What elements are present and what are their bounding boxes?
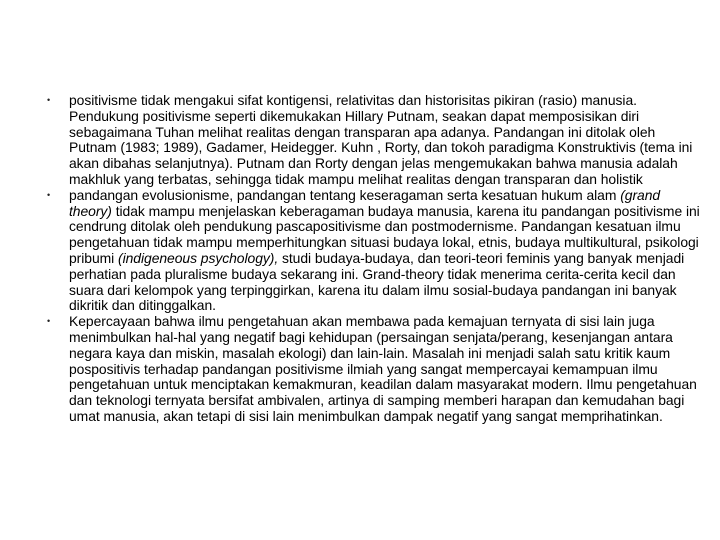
bullet-text-segment: pandangan evolusionisme, pandangan tentang keseragaman serta kesatuan hukum alam [69,186,621,203]
list-item [28,93,712,188]
bullet-icon: • [46,316,51,327]
bullet-text-segment: studi budaya-budaya, dan teori-teori feminis yang banyak menjadi perhatian pada pluralisme budaya sekarang ini. Grand-theory tidak menerima cerita-cerita kecil dan suara dari kelompok yang terpinggirkan, karena itu dalam ilmu sosial-budaya pandangan ini banyak dikritik dan ditinggalkan. [69,249,685,314]
bullet-text: positivisme tidak mengakui sifat kontigensi, relativitas dan historisitas pikiran (rasio) manusia. Pendukung positivisme seperti dikemukakan Hillary Putnam, seakan dapat memposisikan diri sebagaimana Tuhan melihat realitas dengan transparan apa adanya. Pandangan ini ditolak oleh Putnam (1983; 1989), Gadamer, Heidegger. Kuhn , Rorty, dan tokoh paradigma Konstruktivis (tema ini akan dibahas selanjutnya). Putnam dan Rorty dengan jelas mengemukakan bahwa manusia adalah makhluk yang terbatas, sehingga tidak mampu melihat realitas dengan transparan dan holistik [69,92,693,187]
bullet-text-segment: tidak mampu menjelaskan keberagaman budaya manusia, karena itu pandangan positivisme ini cendrung ditolak oleh pendukung pascapositivisme dan postmodernisme. Pandangan kesatuan ilmu pengetahuan tidak mampu memperhitungkan situasi budaya lokal, etnis, budaya multikultural, psikologi pribumi [69,202,700,266]
bullet-icon: • [46,189,51,200]
bullet-text [69,188,712,314]
list-item [28,314,712,425]
list-item [28,188,712,314]
bullet-italic-term: (indigeneous psychology), [118,249,279,266]
bullet-italic-term: (grand theory) [69,186,661,219]
bullet-list [28,93,712,425]
bullet-text: Kepercayaan bahwa ilmu pengetahuan akan membawa pada kemajuan ternyata di sisi lain juga menimbulkan hal-hal yang negatif bagi kehidupan (persaingan senjata/perang, kesenjangan antara negara kaya dan miskin, masalah ekologi) dan lain-lain. Masalah ini menjadi salah satu kritik kaum pospositivis terhadap pandangan positivisme ilmiah yang sangat mempercayai kemampuan ilmu pengetahuan untuk menciptakan kemakmuran, keadilan dalam masyarakat modern. Ilmu pengetahuan dan teknologi ternyata bersifat ambivalen, artinya di samping memberi harapan dan kemudahan bagi umat manusia, akan tetapi di sisi lain menimbulkan dampak negatif yang sangat memprihatinkan. [69,313,697,424]
bullet-icon: • [46,95,51,105]
